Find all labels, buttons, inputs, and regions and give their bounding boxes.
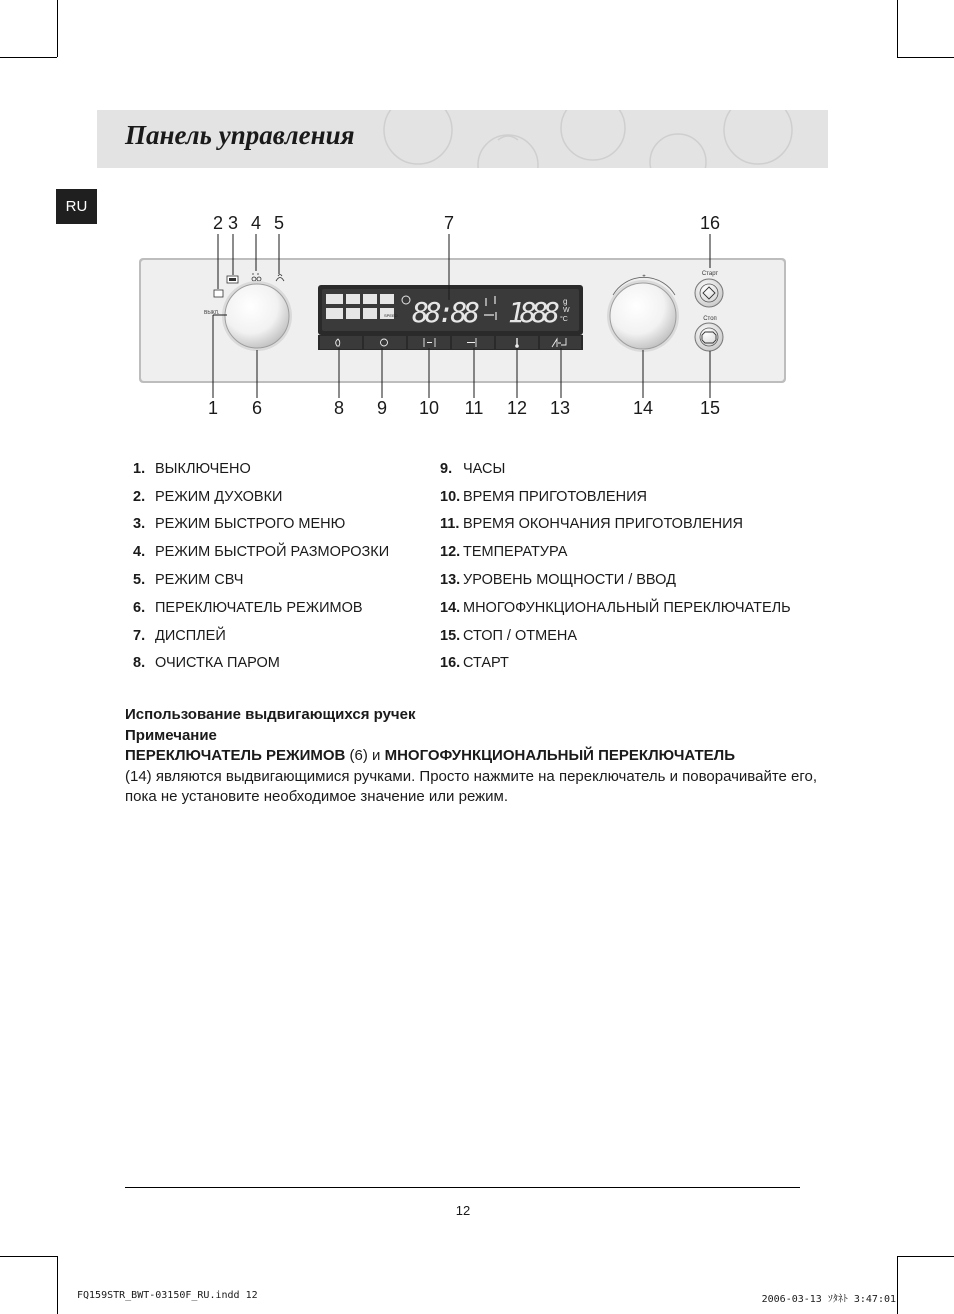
callout-1: 1 bbox=[207, 398, 219, 418]
unit-watts: W bbox=[563, 307, 570, 314]
legend-text: ОЧИСТКА ПАРОМ bbox=[155, 655, 280, 672]
control-panel-diagram bbox=[0, 0, 954, 440]
callout-4: 4 bbox=[250, 213, 262, 233]
callout-6: 6 bbox=[251, 398, 263, 418]
callout-3: 3 bbox=[227, 213, 239, 233]
legend-item bbox=[440, 622, 791, 650]
callout-11: 11 bbox=[464, 398, 484, 418]
legend-text: ВРЕМЯ ПРИГОТОВЛЕНИЯ bbox=[463, 488, 647, 505]
legend-text: ЧАСЫ bbox=[463, 460, 506, 477]
legend-item bbox=[133, 594, 389, 622]
legend-text: ДИСПЛЕЙ bbox=[155, 627, 226, 644]
legend-number: 6. bbox=[133, 599, 146, 616]
legend-number: 10. bbox=[440, 488, 461, 505]
legend-number: 13. bbox=[440, 572, 461, 589]
legend-number: 14. bbox=[440, 599, 461, 616]
legend-text: ТЕМПЕРАТУРА bbox=[463, 544, 568, 561]
legend-right-column bbox=[440, 455, 791, 677]
legend-item bbox=[440, 594, 791, 622]
start-button[interactable] bbox=[695, 279, 723, 307]
notes-paragraph-line bbox=[125, 746, 825, 767]
page-title: Панель управления bbox=[125, 120, 355, 150]
legend-item bbox=[440, 455, 791, 483]
notes-subheading: Примечание bbox=[125, 726, 217, 744]
print-slug-file: FQ159STR_BWT-03150F_RU.indd 12 bbox=[77, 1290, 258, 1301]
temperature-button[interactable] bbox=[496, 336, 538, 349]
notes-text: (6) и bbox=[345, 747, 385, 764]
speed-label: SPEED bbox=[384, 313, 398, 318]
legend-item bbox=[440, 483, 791, 511]
callout-7: 7 bbox=[443, 213, 455, 233]
clock-button[interactable] bbox=[364, 336, 406, 349]
off-label: ВЫКЛ. bbox=[204, 310, 220, 316]
language-tab: RU bbox=[56, 189, 97, 224]
callout-2: 2 bbox=[212, 213, 224, 233]
legend-text: МНОГОФУНКЦИОНАЛЬНЫЙ ПЕРЕКЛЮЧАТЕЛЬ bbox=[463, 599, 791, 616]
legend-item bbox=[133, 511, 389, 539]
callout-5: 5 bbox=[273, 213, 285, 233]
power-level-enter-button[interactable] bbox=[540, 336, 581, 349]
legend-item bbox=[133, 622, 389, 650]
legend-number: 7. bbox=[133, 627, 146, 644]
oven-mode-indicator-icon bbox=[214, 290, 223, 297]
crop-mark bbox=[897, 1256, 898, 1314]
legend-item bbox=[440, 538, 791, 566]
notes-bold-term: ПЕРЕКЛЮЧАТЕЛЬ РЕЖИМОВ bbox=[125, 747, 346, 764]
legend-number: 11. bbox=[440, 516, 460, 533]
legend-text: ВЫКЛЮЧЕНО bbox=[155, 460, 251, 477]
legend-text: РЕЖИМ БЫСТРОГО МЕНЮ bbox=[155, 516, 346, 533]
unit-grams: g bbox=[563, 297, 568, 306]
display-time: 88:88 bbox=[412, 296, 480, 329]
legend-number: 1. bbox=[133, 460, 146, 477]
legend-text: РЕЖИМ БЫСТРОЙ РАЗМОРОЗКИ bbox=[155, 544, 390, 561]
legend-item bbox=[133, 483, 389, 511]
unit-celsius: °C bbox=[560, 316, 568, 323]
legend-number: 12. bbox=[440, 544, 461, 561]
legend-number: 4. bbox=[133, 544, 146, 561]
legend-item bbox=[440, 566, 791, 594]
callout-13: 13 bbox=[549, 398, 571, 418]
mode-selector-knob[interactable] bbox=[222, 281, 292, 351]
callout-8: 8 bbox=[333, 398, 345, 418]
lcd-display bbox=[318, 285, 583, 335]
legend-number: 2. bbox=[133, 488, 146, 505]
start-label: Старт bbox=[701, 271, 719, 277]
legend-text: РЕЖИМ СВЧ bbox=[155, 572, 244, 589]
legend-number: 5. bbox=[133, 572, 146, 589]
steam-clean-button[interactable] bbox=[320, 336, 362, 349]
notes-heading: Использование выдвигающихся ручек bbox=[125, 706, 416, 723]
knob-plus-mark: + bbox=[642, 274, 646, 280]
legend-text: СТАРТ bbox=[463, 655, 509, 672]
legend-number: 8. bbox=[133, 655, 146, 672]
notes-section bbox=[125, 705, 825, 808]
legend-number: 3. bbox=[133, 516, 146, 533]
legend-item bbox=[440, 650, 791, 678]
quick-menu-indicator-icon bbox=[227, 276, 238, 283]
end-time-button[interactable] bbox=[452, 336, 494, 349]
legend-item bbox=[133, 650, 389, 678]
crop-mark bbox=[897, 1256, 954, 1257]
legend-text: ВРЕМЯ ОКОНЧАНИЯ ПРИГОТОВЛЕНИЯ bbox=[463, 516, 744, 533]
notes-paragraph: (14) являются выдвигающимися ручками. Просто нажмите на переключатель и поворачивайте его, пока не установите необходимое значение или режим. bbox=[125, 767, 818, 805]
legend-number: 9. bbox=[440, 460, 453, 477]
legend-item bbox=[440, 511, 791, 539]
stop-button[interactable] bbox=[695, 323, 723, 351]
cooking-time-button[interactable] bbox=[408, 336, 450, 349]
legend-text: РЕЖИМ ДУХОВКИ bbox=[155, 488, 283, 505]
legend-item bbox=[133, 566, 389, 594]
callout-9: 9 bbox=[376, 398, 388, 418]
crop-mark bbox=[57, 1256, 58, 1314]
legend-item bbox=[133, 455, 389, 483]
callout-10: 10 bbox=[418, 398, 440, 418]
callout-16: 16 bbox=[699, 213, 721, 233]
callout-15: 15 bbox=[699, 398, 721, 418]
legend-text: УРОВЕНЬ МОЩНОСТИ / ВВОД bbox=[463, 572, 676, 589]
display-value: 1888 bbox=[508, 296, 560, 329]
stop-label: Стоп bbox=[703, 316, 717, 322]
callout-14: 14 bbox=[632, 398, 654, 418]
page-number: 12 bbox=[455, 1203, 471, 1218]
legend-text: СТОП / ОТМЕНА bbox=[463, 627, 578, 644]
legend-number: 16. bbox=[440, 655, 461, 672]
legend-text: ПЕРЕКЛЮЧАТЕЛЬ РЕЖИМОВ bbox=[155, 599, 363, 616]
legend-number: 15. bbox=[440, 627, 461, 644]
footer-divider bbox=[125, 1187, 800, 1188]
crop-mark bbox=[0, 1256, 57, 1257]
legend-left-column bbox=[133, 455, 389, 677]
notes-bold-term: МНОГОФУНКЦИОНАЛЬНЫЙ ПЕРЕКЛЮЧАТЕЛЬ bbox=[384, 747, 735, 764]
legend-item bbox=[133, 538, 389, 566]
print-slug-date: 2006-03-13 ｿﾀﾈﾄ 3:47:01 bbox=[761, 1294, 896, 1305]
callout-12: 12 bbox=[506, 398, 528, 418]
